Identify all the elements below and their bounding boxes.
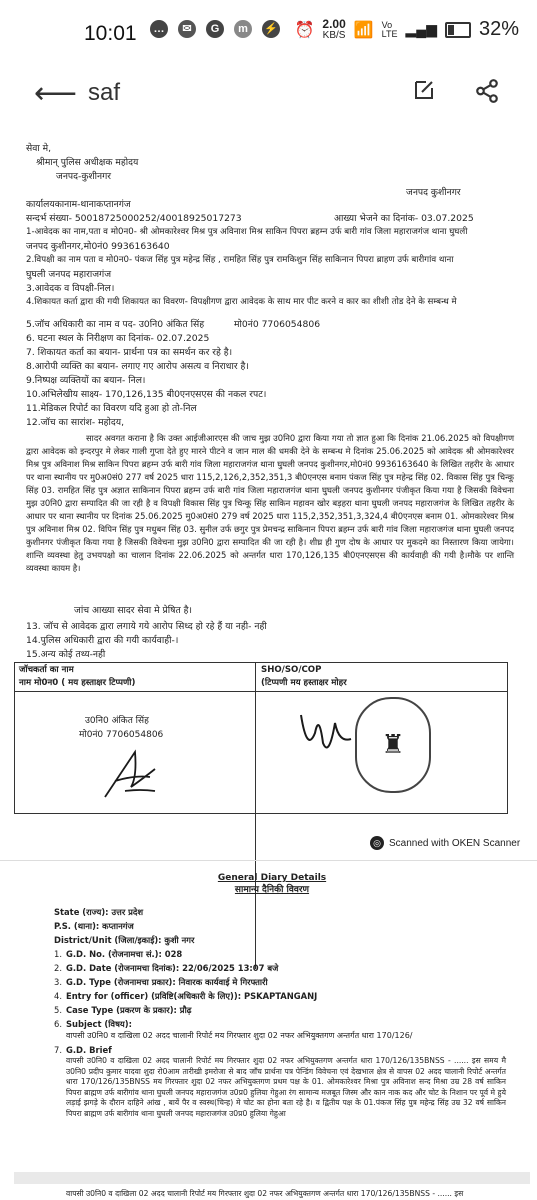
gmail-icon: ✉ — [178, 20, 196, 38]
gd-type: G.D. Type (रोजनामचा प्रकार): निवारक कार्यवाई मे गिरफ्तारी — [66, 977, 268, 987]
share-icon[interactable] — [474, 78, 500, 104]
item-12: 12.जॉच का सारांश- महोदय, — [26, 417, 125, 428]
summary-closing: जांच आख्या सादर सेवा मे प्रेषित है। — [74, 605, 192, 616]
gd-brief: वापसी उ0नि0 व दाखिला 02 अदद चालानी रिपोर्ट मय गिरफ्तार शुदा 02 नफर अभियुक्तगण अन्तर्गत धारा 170/126/135BNSS - ...... इस समय मै उ0नि0 प्रदीप कुमार यादवा शुदा रो0आम तारीखी इमरोजा से बाद जाँच प्रार्थना पत्र पेन्डिंग विवेचना एवं देखभाल क्षेत्र से वापस 02 अदद चालानी रिपोर्ट अन्तर्गत धारा 170/126/135BNSS मय गिरफ्तार शुदा 02 नफर अभियुक्तगण प्रथम पक्ष के 01. ओमकारेश्वर मिश्रा पुत्र अविनाश सन्द मिश्रा उम्र 28 वर्ष साकिन पिपरा ब्राह्मण उर्फ बारीगांव थाना घुघली जनपद महाराजगंज उ0प्र0 हुलिया गेहुआ रंग सामान्य मजबूत जिस्म और कान नाक कद और चोट के निशान पर पूर्व मे हुये लड़ाई झगड़े के दौरान दाहिने आंख , बायें पैर व स्वस्थ(चिन्ह) मे चोट का होना बता रहे है। व द्वितीय पक्ष के 01.पंकज सिंह पुत्र महेन्द्र सिंह उम्र 32 वर्ष साकिन पिपरा ब्राह्मण उर्फ बारीगांव थाना घुघली जनपद महाराजगंज उ0प्र0 हुलिया गेहुआ — [66, 1056, 506, 1118]
item-1: 1-आवेदक का नाम,पता व मो0न0- श्री ओमकारेश्वर मिश्र पुत्र अविनाश मिश्र साकिन पिपरा ब्रहम्न उर्फ बारी गांव जिला महाराजगंज थाना घुघली — [26, 227, 468, 237]
item-8: 8.आरोपी व्यक्ति का बयान- लगाए गए आरोप असत्य व निराधार है। — [26, 361, 249, 372]
item-5-mobile: मो0नं0 7706054806 — [234, 319, 321, 330]
report-date: आख्या भेजने का दिनांक- 03.07.2025 — [334, 213, 474, 224]
signal-icon: ▂▄▆ — [405, 21, 437, 37]
police-seal — [355, 697, 431, 793]
scanner-label: Scanned with OKEN Scanner — [389, 837, 521, 849]
gd-case-type: Case Type (प्रकरण के प्रकार): प्रौढ़ — [66, 1005, 192, 1015]
gd-state: State (राज्य): उत्तर प्रदेश — [54, 907, 144, 917]
gd-district: District/Unit (जिला/इकाई): कुशी नगर — [54, 935, 195, 945]
addressee-line1: श्रीमान् पुलिस अधीक्षक महोदय — [36, 157, 139, 168]
gd-num-1: 1. — [54, 949, 62, 959]
chat-bubble-icon: … — [150, 20, 168, 38]
gd-subject-label: Subject (विषय): — [66, 1019, 132, 1029]
gd-police-station: P.S. (थाना): कप्तानगंज — [54, 921, 134, 931]
gd-bottom-line: वापसी उ0नि0 व दाखिला 02 अदद चालानी रिपोर्ट मय गिरफ्तार शुदा 02 नफर अभियुक्तगण अन्तर्गत धारा 170/126/135BNSS - ...... इस — [66, 1189, 464, 1198]
file-title: saf — [88, 79, 121, 106]
volte-icon: Vo LTE — [381, 19, 398, 39]
table-right-header2: (टिप्पणी मय हस्ताक्षर मोहर — [261, 678, 347, 688]
item-14: 14.पुलिस अधिकारी द्वारा की गयी कार्यवाही-। — [26, 635, 179, 646]
gd-number: G.D. No. (रोजनामचा सं.): 028 — [66, 949, 183, 959]
google-icon: G — [206, 20, 224, 38]
edit-icon[interactable] — [412, 78, 436, 102]
status-time: 10:01 — [84, 22, 137, 45]
scanner-watermark — [370, 836, 520, 850]
battery-percent: 32% — [478, 18, 519, 40]
table-right-header1: SHO/SO/COP — [261, 665, 322, 675]
item-2b: घुघली जनपद महाराजगंज — [26, 269, 112, 280]
salutation: सेवा मे, — [26, 143, 52, 154]
app-bar — [0, 66, 537, 122]
signature-table — [14, 662, 508, 814]
data-rate: 2.00 KB/S — [322, 16, 346, 41]
item-6: 6. घटना स्थल के निरीक्षण का दिनांक- 02.07.2025 — [26, 333, 210, 344]
officer-mobile: मो0नं0 7706054806 — [79, 730, 164, 740]
item-7: 7. शिकायत कर्ता का बयान- प्रार्थना पत्र का समर्थन कर रहे है। — [26, 347, 233, 358]
document-viewer[interactable] — [0, 130, 537, 1200]
sho-signature — [293, 703, 363, 763]
wifi-icon: 📶 — [353, 21, 374, 39]
enquiry-summary: सादर अवगत कराना है कि उक्त आईजीआरएस की जाच मुझ उ0नि0 द्वारा किया गया तो ज्ञात हुआ कि दिनांक 21.06.2025 को विपक्षीगण द्वारा आवेदक को इन्दरपुर मे लेकर गाली गुप्ता देते हुए मारने पीटने व जान माल की धमकी देने के सम्बन्ध मे दिनांक 25.06.2025 को आवेदक श्री ओमकारेश्वर मिश्र पुत्र अविनाश मिश्र साकिन पिपरा ब्रहम्न उर्फ बारी गांव जिला महाराजगंज थाना घुघली जनपद कुशीनगर,मो0नं0 9936163640 के लिखित तहरीर के आधार पर थाना स्थानीय पर मु0अ0सं0 277 वर्ष 2025 धारा 115,2,126,2,352,351,3 बी0एनएस बनाम पंकज सिंह पुत्र महेन्द्र सिंह 02. विकास सिंह पुत्र चिन्कू सिंह 03. रामहित सिंह पुत्र अज्ञात साकिनान पिपरा ब्रहम्न उर्फ बारी गांव जिला महाराजगंज थाना घुघली जनपद कुशीनगर पंजीकृत किया गया है जिसकी विवेचना मुझ उ0नि0 द्वारा सम्पादित की जा रही है व विपक्षी विकास सिंह पुत्र चिन्कू सिंह साकिन महावन खोर बड़हरा थाना घुघली जनपद महाराजगंज के लिखित तहरीर के आधार पर थाना स्थानीय पर दिनांक 25.06.2025 मु0अ0सं0 279 वर्ष 2025 धारा 115,2,352,351,3,324,4 बी0एनएस बनाम 01. ओमकारेश्वर मिश्र पुत्र अविनाश मिश्र 02. विपिन सिंह पुत्र मधुबन सिंह 03. सुनील उर्फ छगुर पुत्र प्रेमचन्द्र साकिनान पिपरा ब्रहम्न उर्फ बारी गांव जिला महाराजगंज थाना घुघली जनपद कुशीनगर पंजीकृत किया गया है जिसकी विवेचना मुझ उ0नि0 द्वारा सम्पादित की जा रही है। शीघ्र ही गुण दोष के आधार पर मुकदमे का निस्तारण किया जायेगा। शान्ति व्यवस्था हेतु उभयपक्षो का चालान दिनांक 22.06.2025 को अन्तर्गत धारा 170,126,135 बी0एनएसएस की कार्यवाही की गयी है।मौके पर शान्ति व्यवस्था कायम है। — [26, 433, 514, 573]
item-15: 15.अन्य कोई तथ्य-नही — [26, 649, 106, 660]
item-5: 5.जॉच अधिकारी का नाम व पद- उ0नि0 अंकित सिंह — [26, 319, 205, 330]
status-right — [294, 18, 519, 41]
messenger-icon: ⚡ — [262, 20, 280, 38]
officer-signature — [95, 747, 165, 803]
item-10: 10.अभिलेखीय साक्ष्य- 170,126,135 बी0एनएसएस की नकल रपट। — [26, 389, 267, 400]
addressee-line2: जनपद-कुशीनगर — [56, 171, 112, 182]
table-divider-h — [15, 691, 507, 692]
app-m-icon: m — [234, 20, 252, 38]
police-seal-emblem-icon: ♜ — [381, 730, 405, 760]
item-3: 3.आवेदक व विपक्षी-निल। — [26, 283, 115, 294]
gd-num-4: 4. — [54, 991, 62, 1001]
gd-num-3: 3. — [54, 977, 62, 987]
table-left-header2: नाम मो0न0 ( मय हस्ताक्षर टिप्पणी) — [19, 678, 136, 688]
office-name: कार्यालयकानाम-थानाकप्तानगंज — [26, 199, 131, 210]
battery-icon — [445, 22, 471, 38]
gd-num-5: 5. — [54, 1005, 62, 1015]
gd-num-2: 2. — [54, 963, 62, 973]
item-13: 13. जॉच से आवेदक द्वारा लगाये गये आरोप सिध्द हो रहे हैं या नही- नही — [26, 621, 267, 632]
general-diary-page — [14, 872, 530, 1200]
gd-title-en: General Diary Details — [217, 873, 327, 883]
page-separator — [0, 860, 537, 861]
gd-page-gap — [14, 1172, 530, 1184]
gd-num-6: 6. — [54, 1019, 62, 1029]
gd-date: G.D. Date (रोजनामचा दिनांक): 22/06/2025 13:07 बजे — [66, 963, 279, 973]
notification-icons — [150, 20, 280, 38]
right-district: जनपद कुशीनगर — [406, 187, 461, 198]
alarm-icon: ⏰ — [294, 21, 315, 39]
item-9: 9.निष्पक्ष व्यक्तियों का बयान- निल। — [26, 375, 146, 386]
officer-name: उ0नि0 अंकित सिंह — [85, 716, 149, 726]
gd-num-7: 7. — [54, 1045, 62, 1055]
gd-subject: वापसी उ0नि0 व दाखिला 02 अदद चालानी रिपोर्ट मय गिरफ्तार शुदा 02 नफर अभियुक्तगण अन्तर्गत धारा 170/126/ — [66, 1031, 413, 1040]
gd-title-hi: सामान्य दैनिकी विवरण — [234, 885, 310, 895]
item-2: 2.विपक्षी का नाम पता व मो0न0- पंकज सिंह पुत्र महेन्द्र सिंह , रामहित सिंह पुत्र रामकिशुन सिंह साकिनान पिपरा ब्राहण उर्फ बारीगांव थाना — [26, 255, 454, 265]
back-arrow-icon[interactable]: ⟵ — [34, 76, 78, 111]
table-left-header1: जॉचकर्ता का नाम — [19, 665, 74, 675]
status-bar — [0, 0, 537, 66]
item-1b: जनपद कुशीनगर,मो0नं0 9936163640 — [26, 241, 170, 252]
gd-entry-for: Entry for (officer) (प्रविष्टि(अधिकारी के लिए)): PSKAPTANGANJ — [66, 991, 318, 1001]
gd-brief-label: G.D. Brief — [66, 1045, 112, 1055]
reference-number: सन्दर्भ संख्या- 50018725000252/40018925017273 — [26, 213, 242, 224]
item-4: 4.शिकायत कर्ता द्वारा की गयी शिकायत का विवरण- विपक्षीगण द्वारा आवेदक के साथ मार पीट करने व कार का शीशी तोड देने के सम्बन्ध मे — [26, 297, 457, 307]
scanner-logo-icon: ◎ — [370, 836, 384, 850]
item-11: 11.मेडिकल रिपोर्ट का विवरण यदि हुआ हो तो-निल — [26, 403, 197, 414]
